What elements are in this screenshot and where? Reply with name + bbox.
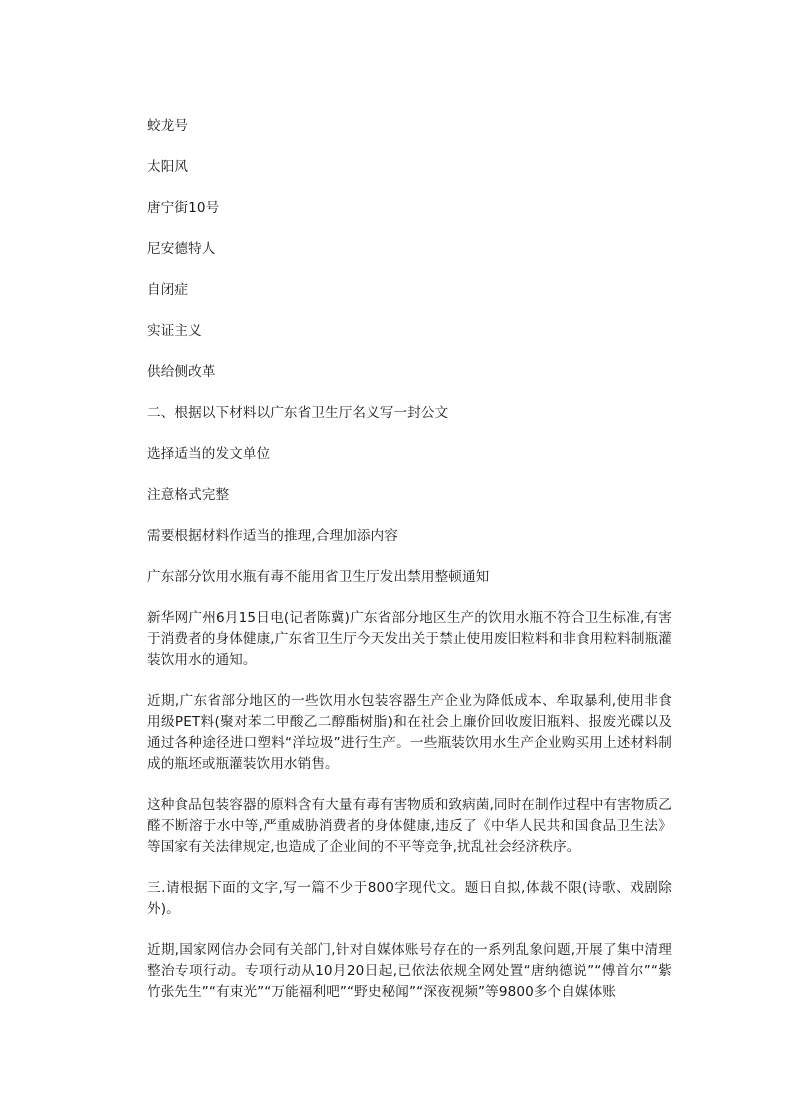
document-body <box>147 116 672 1023</box>
section-3-paragraph: 近期,国家网信办会同有关部门,针对自媒体账号存在的一系列乱象问题,开展了集中清理整治专项行动。专项行动从10月20日起,已依法依规全网处置“唐纳德说”“傅首尔”“紫竹张先生”“有束光”“万能福利吧”“野史秘闻”“深夜视频”等9800多个自媒体账 <box>147 942 672 1000</box>
term-item: 自闭症 <box>147 282 189 298</box>
term-item: 供给侧改革 <box>147 364 216 380</box>
requirement-item: 选择适当的发文单位 <box>147 446 271 462</box>
term-item: 太阳风 <box>147 159 189 175</box>
term-item: 蛟龙号 <box>147 118 189 134</box>
term-item: 尼安德特人 <box>147 241 216 257</box>
article-paragraph: 新华网广州6月15日电(记者陈冀)广东省部分地区生产的饮用水瓶不符合卫生标准,有害于消费者的身体健康,广东省卫生厅今天发出关于禁止使用废旧粒料和非食用粒料制瓶灌装饮用水的通知。 <box>147 610 672 668</box>
term-item: 实证主义 <box>147 323 202 339</box>
requirement-item: 注意格式完整 <box>147 487 230 503</box>
article-paragraph: 这种食品包装容器的原料含有大量有毒有害物质和致病菌,同时在制作过程中有害物质乙醛不断溶于水中等,严重威胁消费者的身体健康,违反了《中华人民共和国食品卫生法》等国家有关法律规定,也造成了企业间的不平等竞争,扰乱社会经济秩序。 <box>147 797 672 855</box>
term-item: 唐宁街10号 <box>147 200 220 216</box>
article-paragraph: 近期,广东省部分地区的一些饮用水包装容器生产企业为降低成本、牟取暴利,使用非食用级PET料(聚对苯二甲酸乙二醇酯树脂)和在社会上廉价回收废旧瓶料、报废光碟以及通过各种途径进口塑料“洋垃圾”进行生产。一些瓶装饮用水生产企业购买用上述材料制成的瓶坯或瓶灌装饮用水销售。 <box>147 693 672 772</box>
article-title: 广东部分饮用水瓶有毒不能用省卫生厅发出禁用整顿通知 <box>147 569 490 585</box>
section-3-heading: 三.请根据下面的文字,写一篇不少于800字现代文。题日自拟,体裁不限(诗歌、戏剧除外)。 <box>147 880 672 917</box>
section-2-heading: 二、根据以下材料以广东省卫生厅名义写一封公文 <box>147 405 449 421</box>
requirement-item: 需要根据材料作适当的推理,合理加添内容 <box>147 528 398 544</box>
